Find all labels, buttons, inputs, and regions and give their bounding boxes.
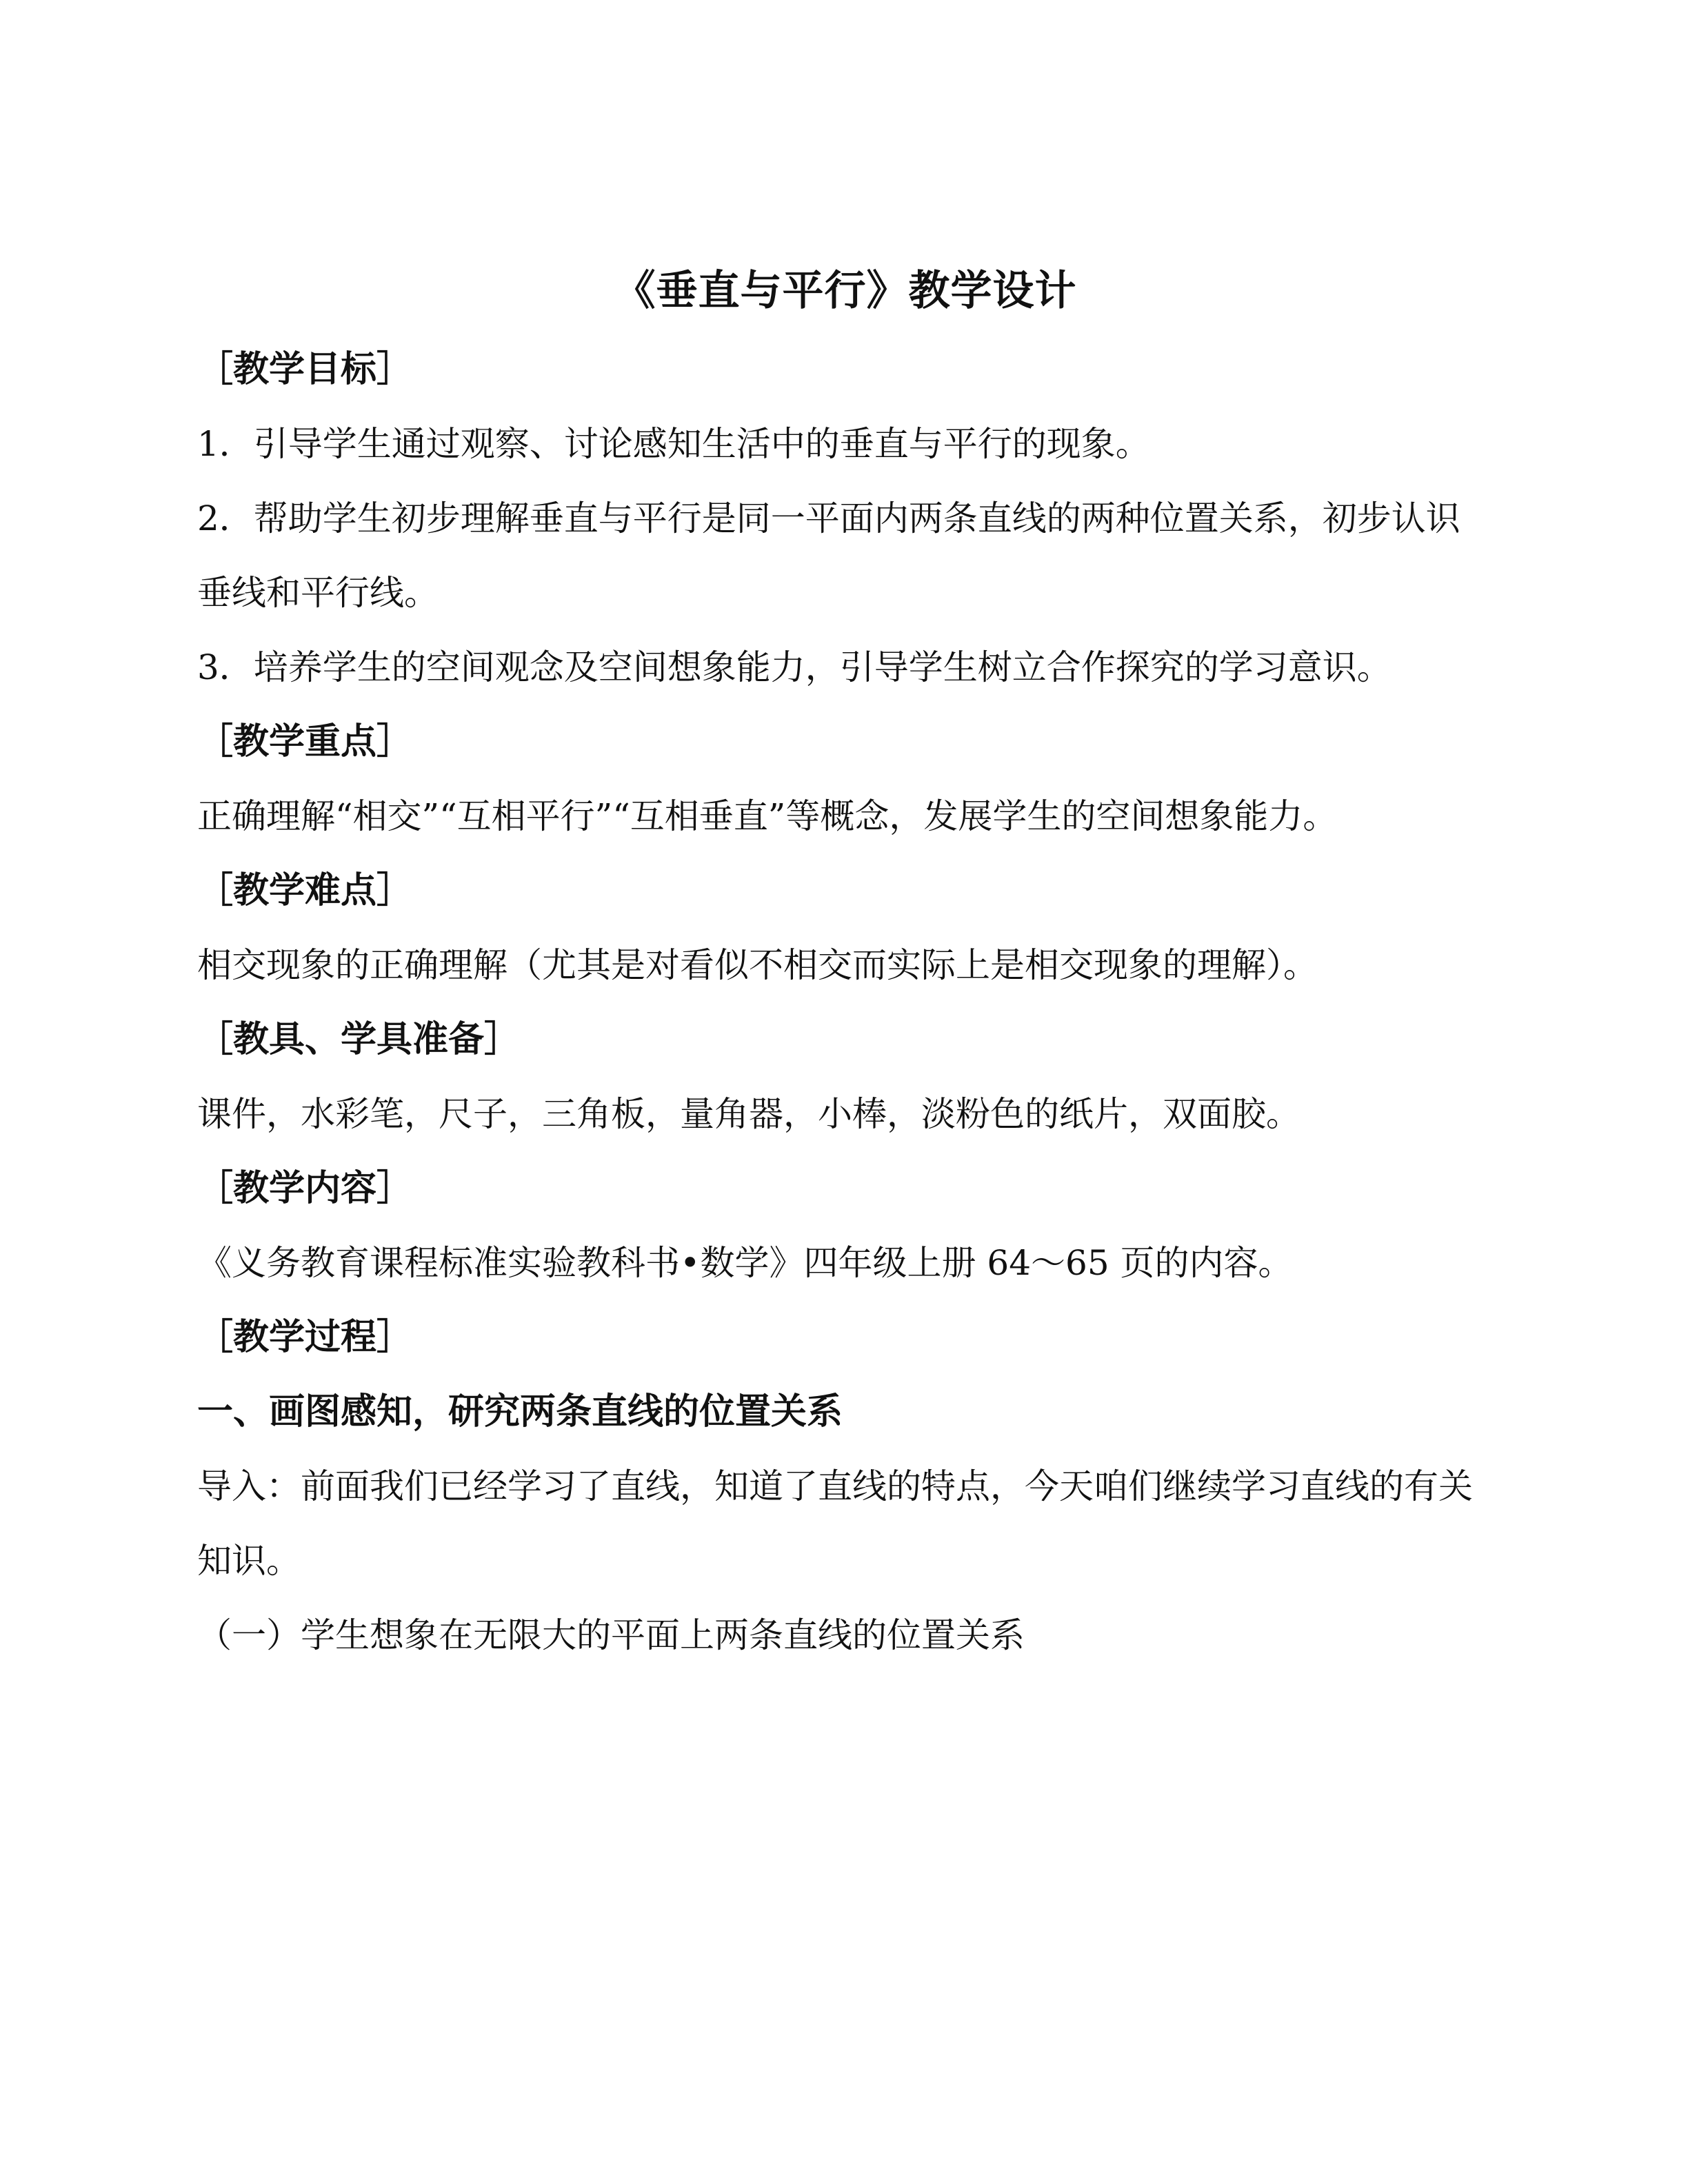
section-objectives [197, 332, 1494, 705]
content-text: 《义务教育课程标准实验教科书•数学》四年级上册 64～65 页的内容。 [197, 1243, 1293, 1283]
heading-objectives: ［教学目标］ [197, 349, 413, 390]
process-subsection: （一）学生想象在无限大的平面上两条直线的位置关系 [197, 1615, 1025, 1655]
section-key-points [197, 705, 1494, 853]
section-content [197, 1151, 1494, 1300]
heading-difficulties: ［教学难点］ [197, 870, 413, 911]
document-content [197, 256, 1494, 1672]
objective-2: 2．帮助学生初步理解垂直与平行是同一平面内两条直线的两种位置关系，初步认识垂线和平行线。 [197, 498, 1460, 613]
section-difficulties [197, 853, 1494, 1002]
process-part-title: 一、画图感知，研究两条直线的位置关系 [197, 1391, 843, 1433]
heading-process: ［教学过程］ [197, 1317, 413, 1358]
objective-3: 3．培养学生的空间观念及空间想象能力，引导学生树立合作探究的学习意识。 [197, 647, 1391, 687]
section-materials [197, 1002, 1494, 1151]
document-title: 《垂直与平行》教学设计 [614, 267, 1077, 315]
difficulties-text: 相交现象的正确理解（尤其是对看似不相交而实际上是相交现象的理解）。 [197, 945, 1318, 985]
process-intro: 导入：前面我们已经学习了直线，知道了直线的特点，今天咱们继续学习直线的有关知识。 [197, 1466, 1473, 1581]
key-points-text: 正确理解“相交”“互相平行”“互相垂直”等概念，发展学生的空间想象能力。 [197, 796, 1338, 836]
section-process [197, 1300, 1494, 1672]
heading-materials: ［教具、学具准备］ [197, 1019, 521, 1060]
materials-text: 课件，水彩笔，尺子，三角板，量角器，小棒，淡粉色的纸片，双面胶。 [197, 1094, 1300, 1134]
objective-1: 1．引导学生通过观察、讨论感知生活中的垂直与平行的现象。 [197, 424, 1150, 464]
heading-content: ［教学内容］ [197, 1168, 413, 1209]
heading-key-points: ［教学重点］ [197, 721, 413, 762]
